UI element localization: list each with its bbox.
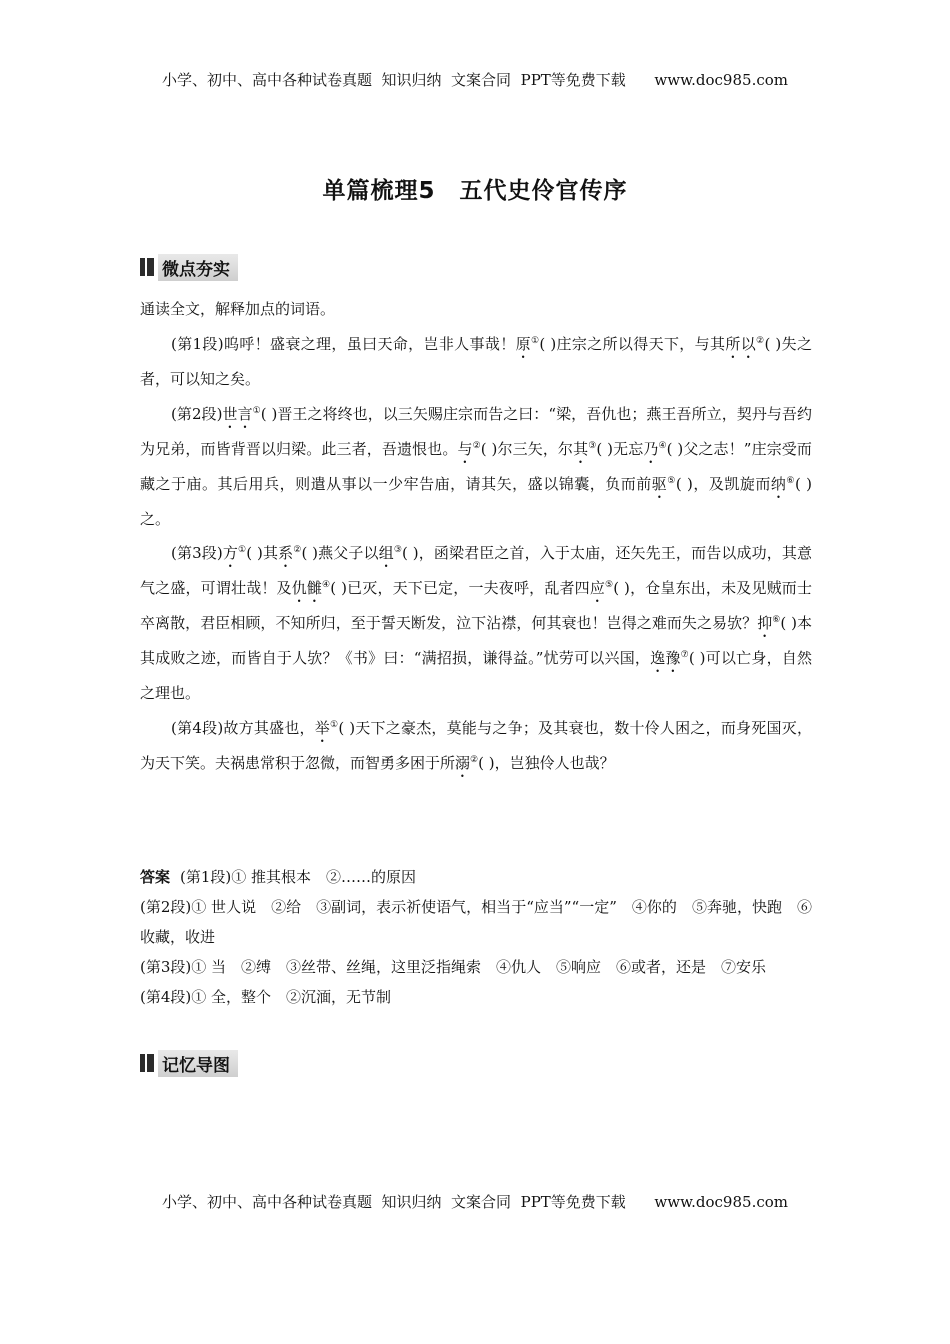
section-label: 记忆导图 [158,1050,238,1077]
dotted-word: 逸豫 [650,649,681,668]
section-heading-jiyi [140,1052,238,1074]
page-header: 小学、初中、高中各种试卷真题 知识归纳 文案合同 PPT等免费下载 www.doc985.com [161,71,788,89]
dotted-word: 驱 [651,474,668,493]
paragraph-2: (第2段)世言①( )晋王之将终也，以三矢赐庄宗而告之曰：“梁，吾仇也；燕王吾所立，契丹与吾约为兄弟，而皆背晋以归梁。此三者，吾遗恨也。与②( )尔三矢，尔其③( )无忘乃④( )父之志！”庄宗受而藏之于庙。其后用兵，则遣从事以一少牢告庙，请其矢，盛以锦囊，负而前驱⑤( )，及凯旋而纳⑥( )之。 [140,404,812,528]
section-marker-icon [140,1054,154,1072]
dotted-word: 系 [278,544,294,563]
dotted-word: 与 [457,439,473,458]
section-label: 微点夯实 [158,254,238,281]
paragraph-4: (第4段)故方其盛也，举①( )天下之豪杰，莫能与之争；及其衰也，数十伶人困之，而身死国灭，为天下笑。夫祸患常积于忽微，而智勇多困于所溺②( )，岂独伶人也哉？ [140,719,812,773]
paragraph-1: (第1段)呜呼！盛衰之理，虽曰天命，岂非人事哉！原①( )庄宗之所以得天下，与其所以②( )失之者，可以知之矣。 [140,334,812,388]
dotted-word: 纳 [770,474,787,493]
answer-para-1: 答案 (第1段)① 推其根本 ②……的原因 [140,868,417,886]
answer-block [140,862,812,1012]
paragraph-3: (第3段)方①( )其系②( )燕父子以组③( )，函梁君臣之首，入于太庙，还矢先王，而告以成功，其意气之盛，可谓壮哉！及仇雠④( )已灭，天下已定，一夫夜呼，乱者四应⑤( )，仓皇东出，未及见贼而士卒离散，君臣相顾，不知所归，至于誓天断发，泣下沾襟，何其衰也！岂得之难而失之易欤？抑⑥( )本其成败之迹，而皆自于人欤？《书》曰：“满招损，谦得益。”忧劳可以兴国，逸豫⑦( )可以亡身，自然之理也。 [140,544,812,703]
answer-label: 答案 [140,868,171,886]
dotted-word: 乃 [643,439,659,458]
exercise-body [140,292,812,781]
dotted-word: 组 [378,544,394,563]
answer-para-3: (第3段)① 当 ②缚 ③丝带、丝绳，这里泛指绳索 ④仇人 ⑤响应 ⑥或者，还是 ⑦安乐 [140,958,767,976]
dotted-word: 其 [573,439,589,458]
dotted-word: 应 [589,579,606,598]
page-title: 单篇梳理5 五代史伶官传序 [322,178,628,204]
dotted-word: 溺 [455,754,471,773]
dotted-word: 举 [314,719,331,738]
page-footer: 小学、初中、高中各种试卷真题 知识归纳 文案合同 PPT等免费下载 www.doc985.com [161,1193,788,1211]
section-marker-icon [140,258,154,276]
dotted-word: 方 [222,544,239,563]
answer-para-2: (第2段)① 世人说 ②给 ③副词，表示祈使语气，相当于“应当”“一定” ④你的 ⑤奔驰，快跑 ⑥收藏，收进 [140,898,812,946]
dotted-word: 世言 [222,404,253,423]
answer-para-4: (第4段)① 全，整个 ②沉湎，无节制 [140,988,392,1006]
dotted-word: 原 [515,334,531,353]
dotted-word: 抑 [757,614,773,633]
instruction: 通读全文，解释加点的词语。 [140,300,336,318]
section-heading-weidian [140,256,238,278]
dotted-word: 所以 [725,334,757,353]
dotted-word: 仇雠 [291,579,323,598]
